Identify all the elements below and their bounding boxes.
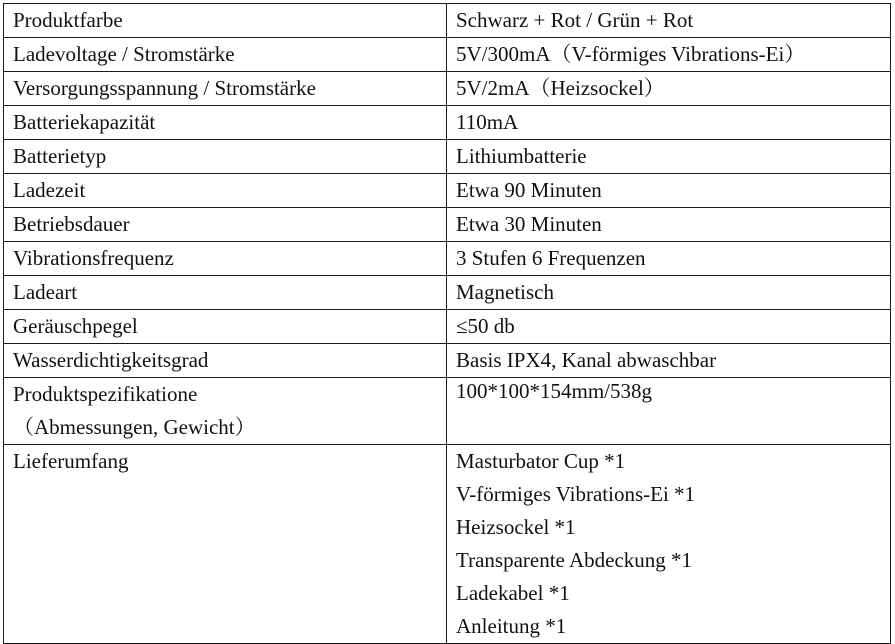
row-label: Produktfarbe (4, 4, 447, 38)
table-row (4, 276, 891, 310)
row-label: Wasserdichtigkeitsgrad (4, 344, 447, 378)
row-value: Etwa 30 Minuten (447, 208, 891, 242)
table-row (4, 344, 891, 378)
row-value: ≤50 db (447, 310, 891, 344)
contents-item: Ladekabel *1 (456, 581, 570, 605)
table-row (4, 4, 891, 38)
row-label (4, 378, 447, 445)
spec-label-line: （Abmessungen, Gewicht） (13, 415, 256, 439)
row-label: Batteriekapazität (4, 106, 447, 140)
row-value: 110mA (447, 106, 891, 140)
row-label: Vibrationsfrequenz (4, 242, 447, 276)
row-value: 5V/2mA（Heizsockel） (447, 72, 891, 106)
product-spec-table (3, 3, 891, 644)
row-label: Batterietyp (4, 140, 447, 174)
row-value: Lithiumbatterie (447, 140, 891, 174)
table-row (4, 310, 891, 344)
row-label: Ladezeit (4, 174, 447, 208)
row-label: Versorgungsspannung / Stromstärke (4, 72, 447, 106)
row-label: Ladevoltage / Stromstärke (4, 38, 447, 72)
contents-item: Anleitung *1 (456, 614, 567, 638)
table-row (4, 140, 891, 174)
row-value: 3 Stufen 6 Frequenzen (447, 242, 891, 276)
row-value: 100*100*154mm/538g (447, 378, 891, 445)
table-row (4, 106, 891, 140)
table-row-specification (4, 378, 891, 445)
row-label: Betriebsdauer (4, 208, 447, 242)
table-row (4, 38, 891, 72)
table-row-contents (4, 445, 891, 644)
contents-item: V-förmiges Vibrations-Ei *1 (456, 482, 696, 506)
contents-item: Masturbator Cup *1 (456, 449, 626, 473)
row-label: Geräuschpegel (4, 310, 447, 344)
table-row (4, 174, 891, 208)
row-label: Lieferumfang (4, 445, 447, 644)
row-value: 5V/300mA（V-förmiges Vibrations-Ei） (447, 38, 891, 72)
spec-label-line: Produktspezifikatione (13, 382, 198, 406)
row-label: Ladeart (4, 276, 447, 310)
row-value: Etwa 90 Minuten (447, 174, 891, 208)
table-row (4, 242, 891, 276)
table-row (4, 208, 891, 242)
contents-item: Heizsockel *1 (456, 515, 576, 539)
row-value: Basis IPX4, Kanal abwaschbar (447, 344, 891, 378)
row-value: Schwarz + Rot / Grün + Rot (447, 4, 891, 38)
row-value (447, 445, 891, 644)
table-row (4, 72, 891, 106)
contents-item: Transparente Abdeckung *1 (456, 548, 693, 572)
row-value: Magnetisch (447, 276, 891, 310)
